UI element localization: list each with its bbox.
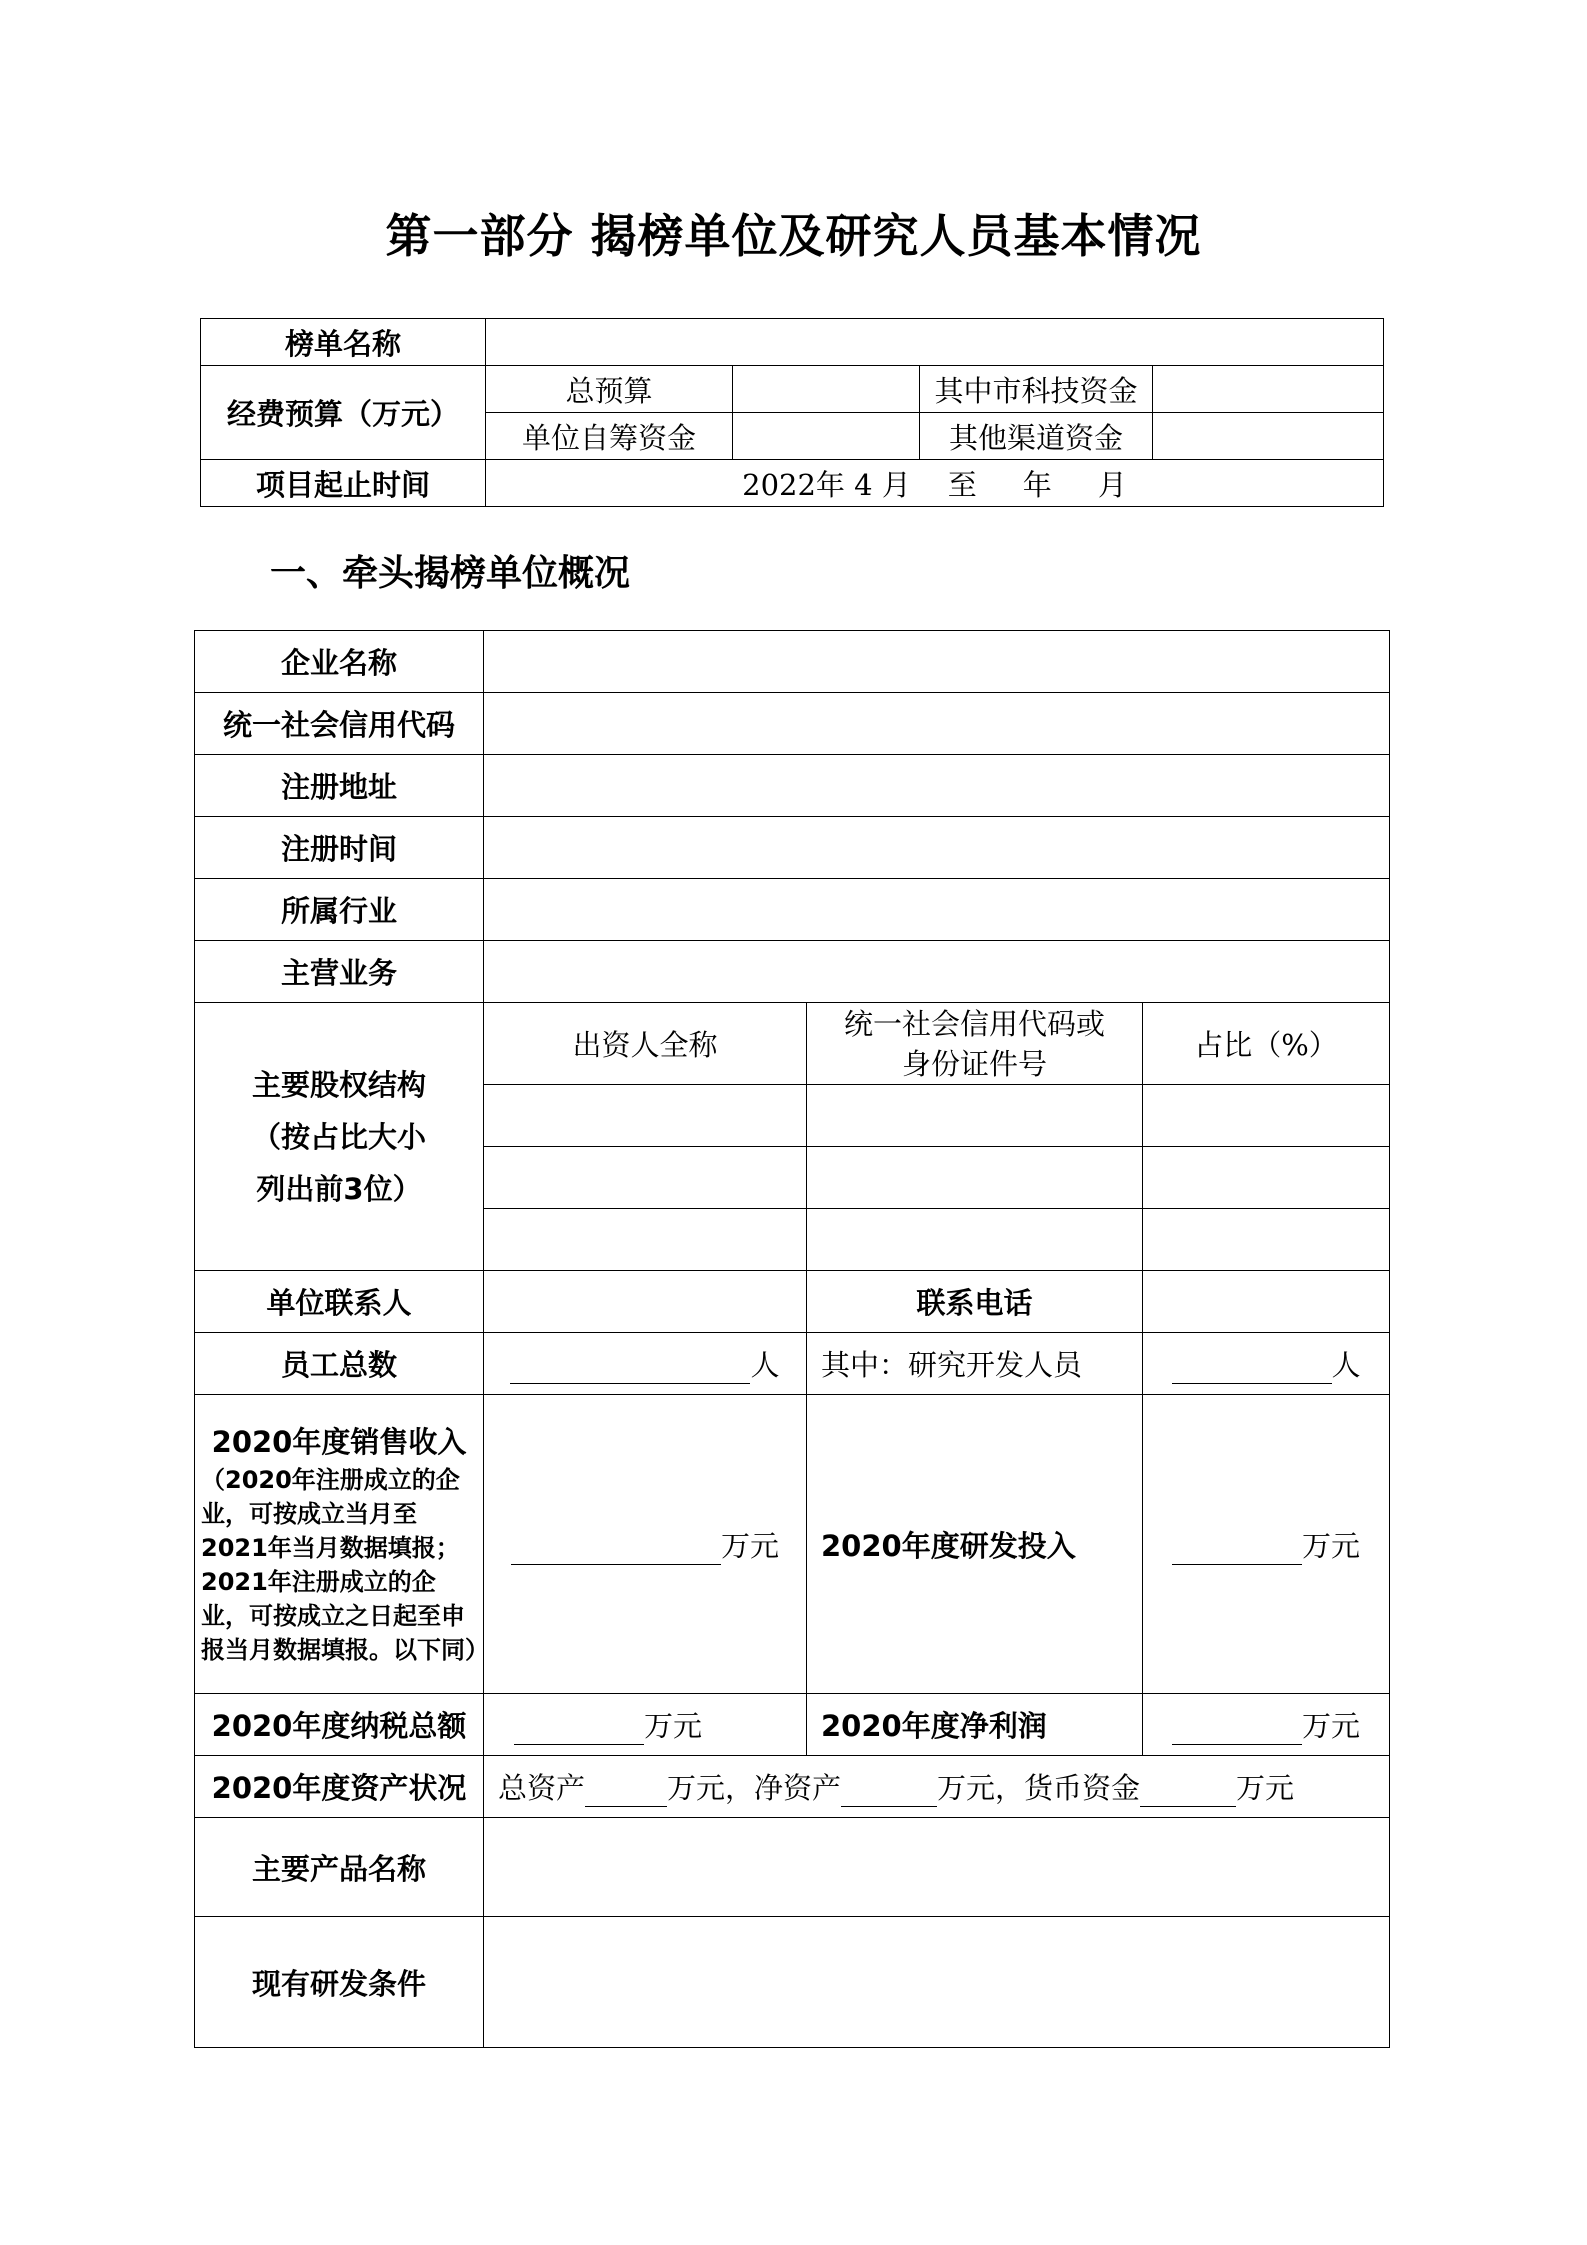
total-assets-label: 总资产: [498, 1771, 586, 1805]
other-fund-field[interactable]: [1153, 413, 1384, 460]
business-field[interactable]: [484, 941, 1390, 1003]
equity-label-line3: 列出前3位）: [256, 1171, 422, 1206]
equity-cell[interactable]: [807, 1085, 1143, 1147]
equity-label-line2: （按占比大小: [251, 1119, 426, 1154]
staff-label: 员工总数: [195, 1333, 484, 1395]
city-fund-label: 其中市科技资金: [920, 366, 1153, 413]
tax-unit: 万元: [644, 1709, 703, 1743]
section-title: 一、牵头揭榜单位概况: [270, 553, 631, 594]
rd-invest-unit: 万元: [1302, 1528, 1361, 1563]
phone-label: 联系电话: [807, 1271, 1143, 1333]
investor-header: 出资人全称: [484, 1003, 807, 1085]
equity-cell[interactable]: [484, 1209, 807, 1271]
rd-staff-unit: 人: [1331, 1348, 1361, 1382]
list-name-label: 榜单名称: [201, 319, 486, 366]
rd-staff-blank[interactable]: [1172, 1353, 1332, 1384]
tax-field[interactable]: [484, 1694, 807, 1756]
profit-field[interactable]: [1143, 1694, 1390, 1756]
equity-cell[interactable]: [807, 1147, 1143, 1209]
net-assets-blank[interactable]: [841, 1776, 937, 1807]
profit-label: 2020年度净利润: [807, 1694, 1143, 1756]
phone-field[interactable]: [1143, 1271, 1390, 1333]
page-title: 第一部分 揭榜单位及研究人员基本情况: [385, 209, 1202, 263]
rd-invest-blank[interactable]: [1172, 1534, 1302, 1565]
cash-blank[interactable]: [1140, 1776, 1236, 1807]
total-assets-blank[interactable]: [585, 1776, 667, 1807]
total-budget-field[interactable]: [733, 366, 920, 413]
assets-field[interactable]: [484, 1756, 1390, 1818]
address-label: 注册地址: [195, 755, 484, 817]
sales-note: （2020年注册成立的企业，可按成立当月至2021年当月数据填报；2021年注册成立的企业，可按成立之日起至申报当月数据填报。以下同）: [201, 1466, 489, 1664]
tax-blank[interactable]: [514, 1714, 644, 1745]
equity-cell[interactable]: [1143, 1085, 1390, 1147]
tax-label: 2020年度纳税总额: [195, 1694, 484, 1756]
equity-cell[interactable]: [1143, 1147, 1390, 1209]
equity-cell[interactable]: [1143, 1209, 1390, 1271]
id-header: [807, 1003, 1143, 1085]
products-field[interactable]: [484, 1818, 1390, 1917]
sales-label: 2020年度销售收入: [211, 1425, 467, 1459]
profit-blank[interactable]: [1172, 1714, 1302, 1745]
company-table: [194, 630, 1390, 2048]
budget-table: [200, 318, 1384, 507]
sales-unit: 万元: [720, 1528, 779, 1563]
equity-cell[interactable]: [484, 1147, 807, 1209]
products-label: 主要产品名称: [195, 1818, 484, 1917]
list-name-field[interactable]: [486, 319, 1384, 366]
contact-label: 单位联系人: [195, 1271, 484, 1333]
rd-invest-field[interactable]: [1143, 1395, 1390, 1694]
cash-label: 万元，货币资金: [937, 1771, 1141, 1805]
profit-unit: 万元: [1302, 1709, 1361, 1743]
other-fund-label: 其他渠道资金: [920, 413, 1153, 460]
address-field[interactable]: [484, 755, 1390, 817]
industry-label: 所属行业: [195, 879, 484, 941]
sales-label-cell: [195, 1395, 489, 1694]
credit-code-field[interactable]: [484, 693, 1390, 755]
assets-label: 2020年度资产状况: [195, 1756, 484, 1818]
equity-cell[interactable]: [484, 1085, 807, 1147]
reg-time-field[interactable]: [484, 817, 1390, 879]
staff-blank[interactable]: [510, 1353, 750, 1384]
business-label: 主营业务: [195, 941, 484, 1003]
budget-label: 经费预算（万元）: [201, 366, 486, 460]
self-fund-field[interactable]: [733, 413, 920, 460]
equity-cell[interactable]: [807, 1209, 1143, 1271]
company-name-field[interactable]: [484, 631, 1390, 693]
contact-field[interactable]: [484, 1271, 807, 1333]
staff-unit: 人: [750, 1348, 780, 1382]
sales-field[interactable]: [484, 1395, 807, 1694]
credit-code-label: 统一社会信用代码: [195, 693, 484, 755]
id-header-line2: 身份证件号: [901, 1046, 1047, 1081]
reg-time-label: 注册时间: [195, 817, 484, 879]
sales-blank[interactable]: [511, 1534, 721, 1565]
id-header-line1: 统一社会信用代码或: [843, 1006, 1105, 1041]
industry-field[interactable]: [484, 879, 1390, 941]
city-fund-field[interactable]: [1153, 366, 1384, 413]
total-budget-label: 总预算: [486, 366, 733, 413]
staff-field[interactable]: [484, 1333, 807, 1395]
ratio-header: 占比（%）: [1143, 1003, 1390, 1085]
self-fund-label: 单位自筹资金: [486, 413, 733, 460]
equity-label-line1: 主要股权结构: [251, 1067, 426, 1102]
rd-staff-field[interactable]: [1143, 1333, 1390, 1395]
period-value[interactable]: 2022年 4 月 至 年 月: [486, 460, 1384, 507]
company-name-label: 企业名称: [195, 631, 484, 693]
period-label: 项目起止时间: [201, 460, 486, 507]
equity-label: [195, 1003, 484, 1271]
rd-conditions-field[interactable]: [484, 1917, 1390, 2048]
rd-staff-label: 其中：研究开发人员: [807, 1333, 1143, 1395]
rd-conditions-label: 现有研发条件: [195, 1917, 484, 2048]
net-assets-label: 万元，净资产: [667, 1771, 842, 1805]
rd-invest-label: 2020年度研发投入: [807, 1395, 1143, 1694]
assets-unit: 万元: [1236, 1771, 1295, 1805]
